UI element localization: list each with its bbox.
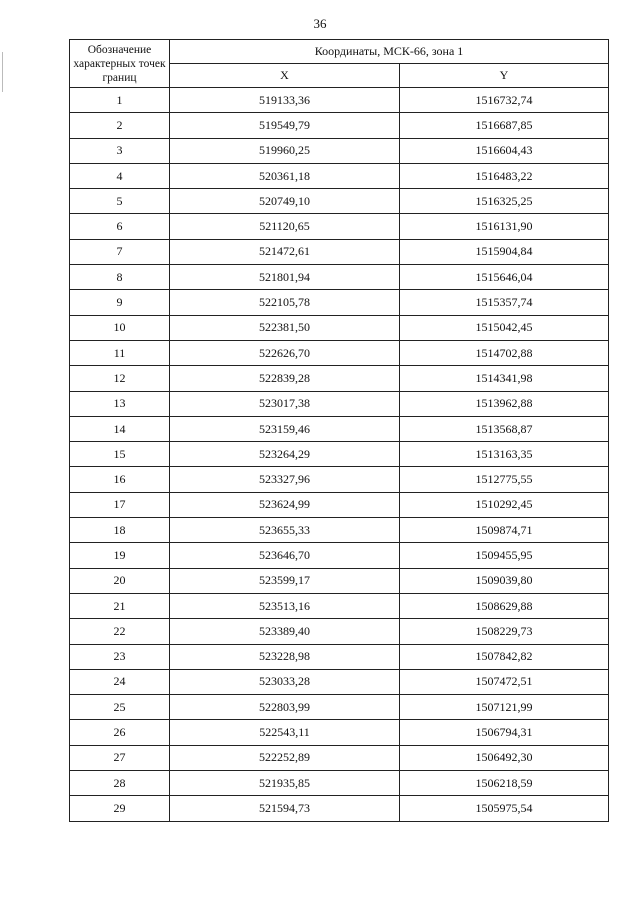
point-number-cell: 17	[70, 492, 170, 517]
x-coordinate-cell: 521935,85	[170, 771, 400, 796]
table-row	[70, 518, 609, 543]
x-coordinate-cell: 523327,96	[170, 467, 400, 492]
y-coordinate-cell: 1506492,30	[400, 745, 609, 770]
point-number-cell: 4	[70, 163, 170, 188]
table-row	[70, 340, 609, 365]
point-number-cell: 25	[70, 695, 170, 720]
y-coordinate-cell: 1513568,87	[400, 416, 609, 441]
table-row	[70, 416, 609, 441]
x-coordinate-cell: 522626,70	[170, 340, 400, 365]
y-coordinate-cell: 1515042,45	[400, 315, 609, 340]
table-row	[70, 467, 609, 492]
y-coordinate-cell: 1507472,51	[400, 669, 609, 694]
y-coordinate-cell: 1505975,54	[400, 796, 609, 821]
table-row	[70, 720, 609, 745]
x-coordinate-cell: 523513,16	[170, 593, 400, 618]
coordinates-table	[69, 39, 609, 822]
point-number-cell: 20	[70, 568, 170, 593]
table-row	[70, 568, 609, 593]
x-coordinate-cell: 523264,29	[170, 442, 400, 467]
table-row	[70, 492, 609, 517]
table-row	[70, 138, 609, 163]
point-number-cell: 15	[70, 442, 170, 467]
y-coordinate-cell: 1507842,82	[400, 644, 609, 669]
point-number-cell: 3	[70, 138, 170, 163]
y-coordinate-cell: 1516131,90	[400, 214, 609, 239]
point-designation-header: Обозначение характерных точек границ	[70, 40, 170, 88]
y-coordinate-cell: 1515904,84	[400, 239, 609, 264]
point-number-cell: 11	[70, 340, 170, 365]
y-coordinate-cell: 1508229,73	[400, 619, 609, 644]
x-coordinate-cell: 523655,33	[170, 518, 400, 543]
table-row	[70, 366, 609, 391]
table-row	[70, 163, 609, 188]
point-number-cell: 14	[70, 416, 170, 441]
point-number-cell: 24	[70, 669, 170, 694]
table-row	[70, 290, 609, 315]
point-number-cell: 26	[70, 720, 170, 745]
table-row	[70, 543, 609, 568]
point-number-cell: 23	[70, 644, 170, 669]
point-number-cell: 5	[70, 189, 170, 214]
y-coordinate-cell: 1512775,55	[400, 467, 609, 492]
x-coordinate-cell: 519960,25	[170, 138, 400, 163]
point-number-cell: 7	[70, 239, 170, 264]
page-number: 36	[313, 16, 327, 31]
x-coordinate-cell: 522252,89	[170, 745, 400, 770]
y-coordinate-cell: 1516483,22	[400, 163, 609, 188]
x-coordinate-cell: 521801,94	[170, 265, 400, 290]
x-coordinate-cell: 522839,28	[170, 366, 400, 391]
y-coordinate-cell: 1515646,04	[400, 265, 609, 290]
table-row	[70, 796, 609, 821]
table-body	[70, 88, 609, 822]
x-coordinate-cell: 520749,10	[170, 189, 400, 214]
y-coordinate-cell: 1506794,31	[400, 720, 609, 745]
x-coordinate-cell: 523624,99	[170, 492, 400, 517]
point-number-cell: 13	[70, 391, 170, 416]
x-coordinate-cell: 521120,65	[170, 214, 400, 239]
x-coordinate-cell: 519133,36	[170, 88, 400, 113]
y-coordinate-cell: 1513962,88	[400, 391, 609, 416]
x-coordinate-cell: 519549,79	[170, 113, 400, 138]
x-coordinate-cell: 523646,70	[170, 543, 400, 568]
table-row	[70, 391, 609, 416]
table-row	[70, 619, 609, 644]
y-coordinate-cell: 1515357,74	[400, 290, 609, 315]
y-coordinate-cell: 1509874,71	[400, 518, 609, 543]
x-coordinate-cell: 523159,46	[170, 416, 400, 441]
point-number-cell: 21	[70, 593, 170, 618]
table-row	[70, 593, 609, 618]
table-row	[70, 771, 609, 796]
y-coordinate-cell: 1516604,43	[400, 138, 609, 163]
x-coordinate-cell: 522105,78	[170, 290, 400, 315]
point-number-cell: 18	[70, 518, 170, 543]
point-number-cell: 22	[70, 619, 170, 644]
point-number-cell: 29	[70, 796, 170, 821]
y-column-header: Y	[400, 64, 609, 88]
table-row	[70, 695, 609, 720]
x-coordinate-cell: 520361,18	[170, 163, 400, 188]
y-coordinate-cell: 1516325,25	[400, 189, 609, 214]
table-row	[70, 88, 609, 113]
point-number-cell: 19	[70, 543, 170, 568]
y-coordinate-cell: 1506218,59	[400, 771, 609, 796]
y-coordinate-cell: 1516732,74	[400, 88, 609, 113]
table-row	[70, 644, 609, 669]
point-number-cell: 28	[70, 771, 170, 796]
x-coordinate-cell: 522381,50	[170, 315, 400, 340]
scan-edge-mark	[2, 52, 3, 92]
coordinates-header: Координаты, МСК-66, зона 1	[170, 40, 609, 64]
header-row-title	[70, 40, 609, 64]
y-coordinate-cell: 1513163,35	[400, 442, 609, 467]
table-row	[70, 442, 609, 467]
y-coordinate-cell: 1507121,99	[400, 695, 609, 720]
table-row	[70, 315, 609, 340]
point-number-cell: 16	[70, 467, 170, 492]
y-coordinate-cell: 1508629,88	[400, 593, 609, 618]
x-coordinate-cell: 523228,98	[170, 644, 400, 669]
table-row	[70, 239, 609, 264]
x-coordinate-cell: 523033,28	[170, 669, 400, 694]
y-coordinate-cell: 1510292,45	[400, 492, 609, 517]
point-number-cell: 27	[70, 745, 170, 770]
x-coordinate-cell: 523389,40	[170, 619, 400, 644]
point-number-cell: 9	[70, 290, 170, 315]
table-header	[70, 40, 609, 88]
x-coordinate-cell: 523017,38	[170, 391, 400, 416]
point-number-cell: 2	[70, 113, 170, 138]
point-number-cell: 12	[70, 366, 170, 391]
point-number-cell: 10	[70, 315, 170, 340]
y-coordinate-cell: 1514341,98	[400, 366, 609, 391]
table-row	[70, 265, 609, 290]
point-number-cell: 8	[70, 265, 170, 290]
table-row	[70, 189, 609, 214]
x-coordinate-cell: 521594,73	[170, 796, 400, 821]
y-coordinate-cell: 1514702,88	[400, 340, 609, 365]
table-row	[70, 113, 609, 138]
point-number-cell: 6	[70, 214, 170, 239]
x-coordinate-cell: 521472,61	[170, 239, 400, 264]
table-row	[70, 745, 609, 770]
y-coordinate-cell: 1516687,85	[400, 113, 609, 138]
table-row	[70, 214, 609, 239]
point-number-cell: 1	[70, 88, 170, 113]
x-column-header: X	[170, 64, 400, 88]
x-coordinate-cell: 522803,99	[170, 695, 400, 720]
table-row	[70, 669, 609, 694]
y-coordinate-cell: 1509455,95	[400, 543, 609, 568]
x-coordinate-cell: 522543,11	[170, 720, 400, 745]
y-coordinate-cell: 1509039,80	[400, 568, 609, 593]
x-coordinate-cell: 523599,17	[170, 568, 400, 593]
